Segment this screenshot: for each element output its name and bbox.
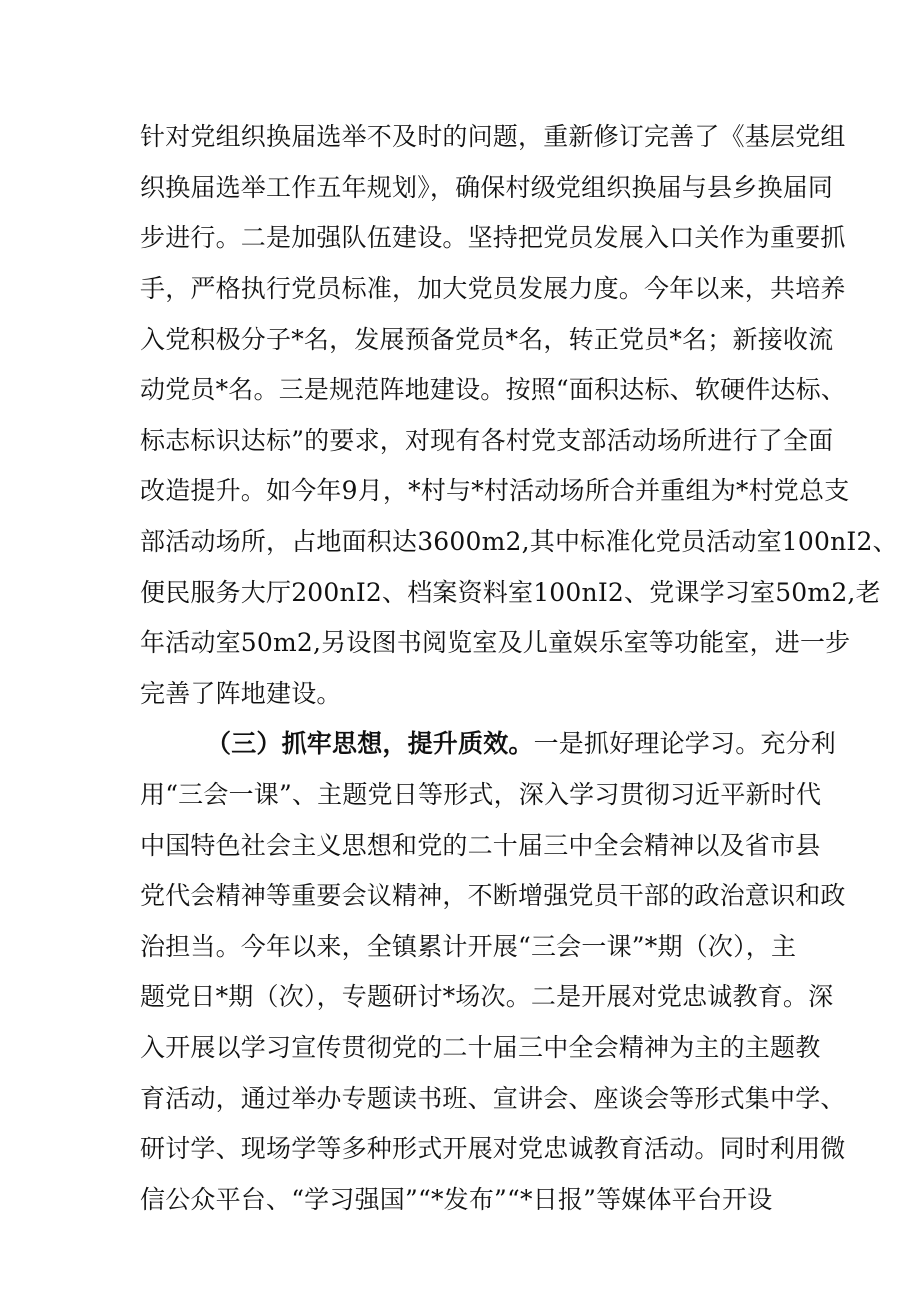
text-line-15: 中国特色社会主义思想和党的二十届三中全会精神以及省市县 (140, 831, 821, 860)
text-line-21: 研讨学、现场学等多种形式开展对党忠诚教育活动。同时利用微 (140, 1134, 846, 1163)
text-line-18: 题党日*期（次），专题研讨*场次。二是开展对党忠诚教育。深 (140, 982, 834, 1011)
text-line-9: 部活动场所，占地面积达3600m2,其中标准化党员活动室100nI2、 (140, 527, 898, 556)
text-line-16: 党代会精神等重要会议精神，不断增强党员干部的政治意识和政 (140, 881, 846, 910)
text-line-12: 完善了阵地建设。 (140, 679, 342, 708)
text-line-22: 信公众平台、“学习强国”“*发布”“*日报”等媒体平台开设 (140, 1185, 773, 1214)
text-line-8: 改造提升。如今年9月，*村与*村活动场所合并重组为*村党总支 (140, 476, 850, 505)
section-three-heading: （三）抓牢思想，提升质效。 (206, 729, 534, 758)
text-line-20: 育活动，通过举办专题读书班、宣讲会、座谈会等形式集中学、 (140, 1084, 846, 1113)
text-line-7: 标志标识达标”的要求，对现有各村党支部活动场所进行了全面 (140, 426, 834, 455)
section-three-intro-text: 一是抓好理论学习。充分利 (533, 729, 837, 758)
section-three-first-line (206, 727, 920, 761)
text-line-2: 织换届选举工作五年规划》，确保村级党组织换届与县乡换届同 (140, 173, 834, 202)
text-line-1: 针对党组织换届选举不及时的问题，重新修订完善了《基层党组 (140, 122, 846, 151)
text-line-19: 入开展以学习宣传贯彻党的二十届三中全会精神为主的主题教 (140, 1033, 821, 1062)
text-line-4: 手，严格执行党员标准，加大党员发展力度。今年以来，共培养 (140, 274, 846, 303)
text-line-10: 便民服务大厅200nI2、档案资料室100nI2、党课学习室50m2,老 (140, 578, 881, 607)
text-line-5: 入党积极分子*名，发展预备党员*名，转正党员*名；新接收流 (140, 325, 834, 354)
text-line-14: 用“三会一课”、主题党日等形式，深入学习贯彻习近平新时代 (140, 780, 822, 809)
text-line-6: 动党员*名。三是规范阵地建设。按照“面积达标、软硬件达标、 (140, 375, 847, 404)
text-line-3: 步进行。二是加强队伍建设。坚持把党员发展入口关作为重要抓 (140, 223, 846, 252)
text-line-11: 年活动室50m2,另设图书阅览室及儿童娱乐室等功能室，进一步 (140, 628, 851, 657)
text-line-17: 治担当。今年以来，全镇累计开展“三会一课”*期（次），主 (140, 932, 797, 961)
